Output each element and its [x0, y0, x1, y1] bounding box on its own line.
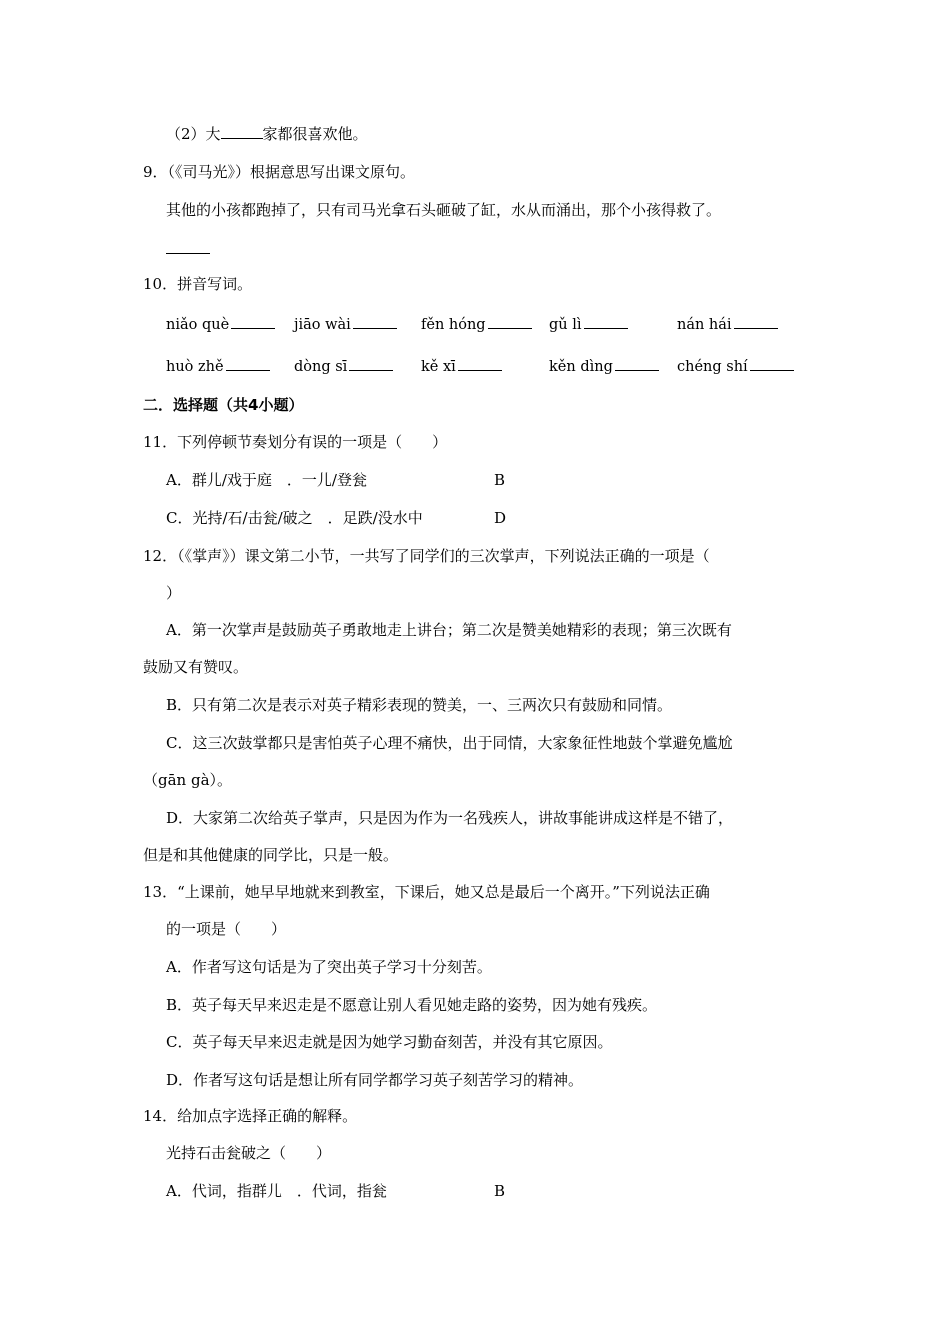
q11-options-line2[interactable]: C．光持/石/击瓮/破之 ．足跌/没水中 [166, 509, 423, 527]
q14-stem: 给加点字选择正确的解释。 [177, 1107, 358, 1125]
section-title: 二．选择题（共4小题） [143, 396, 304, 414]
pinyin-text: nán hái [677, 317, 732, 333]
q12-option-d-cont[interactable]: 但是和其他健康的同学比，只是一般。 [143, 846, 399, 864]
q9-answer-blank[interactable] [166, 239, 210, 254]
q10-stem: 拼音写词。 [177, 275, 253, 293]
pinyin-item [421, 356, 502, 377]
pinyin-text: gǔ lì [549, 317, 582, 333]
q13-option-c[interactable]: C．英子每天早来迟走就是因为她学习勤奋刻苦，并没有其它原因。 [166, 1033, 613, 1051]
pinyin-blank[interactable] [353, 314, 397, 329]
q11-stem: 下列停顿节奏划分有误的一项是（ ） [177, 433, 448, 451]
pinyin-text: kěn dìng [549, 359, 613, 375]
pinyin-item [677, 356, 794, 377]
q12-number: 12． [143, 547, 178, 565]
q12-option-a-cont[interactable]: 鼓励又有赞叹。 [143, 658, 249, 676]
pinyin-blank[interactable] [231, 314, 275, 329]
q10-stem-line [143, 274, 252, 294]
q12-option-c-cont[interactable]: （gān gà）。 [143, 771, 233, 789]
q13-option-d[interactable]: D．作者写这句话是想让所有同学都学习英子刻苦学习的精神。 [166, 1071, 584, 1089]
q11-stem-line [143, 432, 447, 452]
q9-stem-line [143, 162, 415, 182]
q9-stem: （《司马光》）根据意思写出课文原句。 [167, 163, 416, 181]
pinyin-blank[interactable] [584, 314, 628, 329]
q12-stem-cont: ） [166, 584, 182, 602]
pinyin-blank[interactable] [734, 314, 778, 329]
pinyin-blank[interactable] [615, 356, 659, 371]
q12-option-a[interactable]: A．第一次掌声是鼓励英子勇敢地走上讲台；第二次是赞美她精彩的表现；第三次既有 [166, 621, 732, 639]
q9-meaning: 其他的小孩都跑掉了，只有司马光拿石头砸破了缸，水从而涌出，那个小孩得救了。 [166, 201, 722, 219]
pinyin-blank[interactable] [349, 356, 393, 371]
q13-number: 13． [143, 883, 178, 901]
pinyin-text: dòng sī [294, 359, 348, 375]
q14-option-letter[interactable]: B [494, 1182, 506, 1200]
q8-blank[interactable] [221, 124, 263, 139]
q12-option-c[interactable]: C．这三次鼓掌都只是害怕英子心理不痛快，出于同情，大家象征性地鼓个掌避免尴尬 [166, 734, 733, 752]
q12-stem: （《掌声》）课文第二小节，一共写了同学们的三次掌声，下列说法正确的一项是（ [177, 547, 710, 565]
q8-part2-suffix: 家都很喜欢他。 [262, 125, 368, 143]
pinyin-item [421, 314, 532, 335]
q12-option-d[interactable]: D．大家第二次给英子掌声，只是因为作为一名残疾人，讲故事能讲成这样是不错了， [166, 809, 734, 827]
pinyin-item [294, 356, 393, 377]
q10-number: 10． [143, 275, 178, 293]
pinyin-text: niǎo què [166, 317, 230, 333]
q12-option-b[interactable]: B．只有第二次是表示对英子精彩表现的赞美，一、三两次只有鼓励和同情。 [166, 696, 673, 714]
q11-option-letter[interactable]: D [494, 509, 507, 527]
pinyin-blank[interactable] [750, 356, 794, 371]
q12-stem-line [143, 546, 710, 566]
q13-stem: “上课前，她早早地就来到教室，下课后，她又总是最后一个离开。”下列说法正确 [177, 883, 710, 901]
pinyin-blank[interactable] [488, 314, 532, 329]
q9-number: 9． [143, 163, 168, 181]
pinyin-item [549, 356, 659, 377]
q11-number: 11． [143, 433, 178, 451]
pinyin-text: fěn hóng [421, 317, 486, 333]
q13-stem-line [143, 882, 710, 902]
pinyin-item [677, 314, 778, 335]
q8-part2-prefix: （2）大 [166, 125, 221, 143]
q13-stem-cont: 的一项是（ ） [166, 920, 287, 938]
pinyin-text: jiāo wài [294, 317, 351, 333]
q13-option-a[interactable]: A．作者写这句话是为了突出英子学习十分刻苦。 [166, 958, 492, 976]
pinyin-item [549, 314, 628, 335]
q13-option-b[interactable]: B．英子每天早来迟走是不愿意让别人看见她走路的姿势，因为她有残疾。 [166, 996, 658, 1014]
pinyin-text: kě xī [421, 359, 456, 375]
q11-option-letter[interactable]: B [494, 471, 506, 489]
q14-options-line1[interactable]: A．代词，指群儿 ．代词，指瓮 [166, 1182, 387, 1200]
pinyin-text: huò zhě [166, 359, 224, 375]
q14-number: 14． [143, 1107, 178, 1125]
q14-sentence: 光持石击瓮破之（ ） [166, 1144, 332, 1162]
pinyin-item [166, 356, 270, 377]
pinyin-blank[interactable] [226, 356, 270, 371]
q11-options-line1[interactable]: A．群儿/戏于庭 ．一儿/登瓮 [166, 471, 367, 489]
pinyin-blank[interactable] [458, 356, 502, 371]
pinyin-item [294, 314, 397, 335]
pinyin-item [166, 314, 275, 335]
q14-stem-line [143, 1106, 357, 1126]
pinyin-text: chéng shí [677, 359, 748, 375]
q8-part2 [166, 124, 368, 144]
